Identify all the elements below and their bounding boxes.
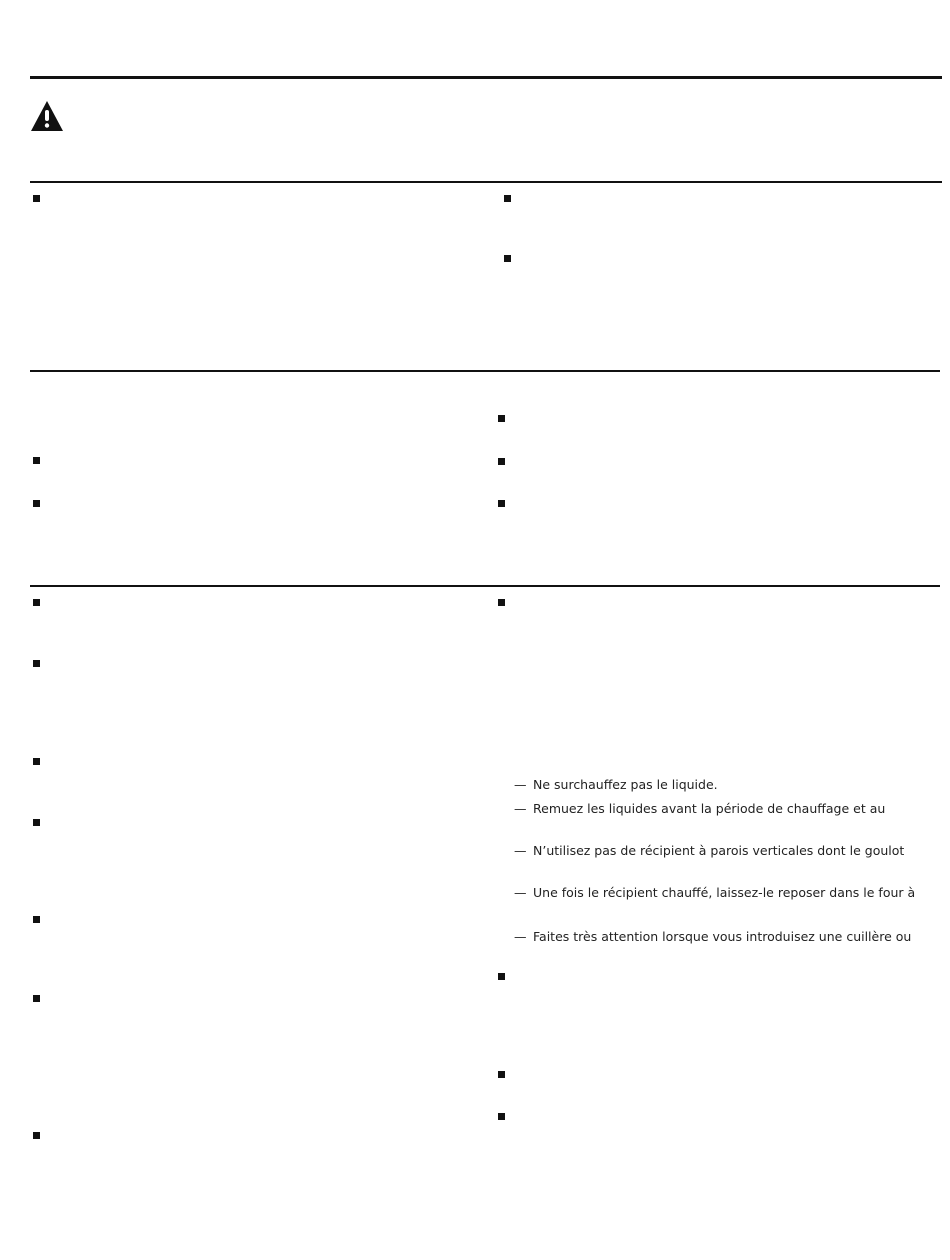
square-bullet-icon <box>498 1113 505 1120</box>
sub-item-3 <box>514 843 904 859</box>
section-divider-1 <box>30 181 942 183</box>
square-bullet-icon <box>33 599 40 606</box>
sub-item-4 <box>514 885 915 901</box>
square-bullet-icon <box>33 758 40 765</box>
square-bullet-icon <box>498 973 505 980</box>
square-bullet-icon <box>33 457 40 464</box>
warning-triangle-icon <box>30 100 64 132</box>
square-bullet-icon <box>33 660 40 667</box>
sub-item-1 <box>514 777 718 793</box>
dash-marker: — <box>514 843 527 858</box>
dash-marker: — <box>514 929 527 944</box>
square-bullet-icon <box>504 195 511 202</box>
square-bullet-icon <box>33 995 40 1002</box>
square-bullet-icon <box>33 500 40 507</box>
dash-marker: — <box>514 885 527 900</box>
sub-item-text: Remuez les liquides avant la période de chauffage et au <box>533 801 886 816</box>
sub-item-text: Une fois le récipient chauffé, laissez-le reposer dans le four à <box>533 885 916 900</box>
square-bullet-icon <box>498 500 505 507</box>
sub-item-2 <box>514 801 885 817</box>
square-bullet-icon <box>498 1071 505 1078</box>
square-bullet-icon <box>498 415 505 422</box>
sub-item-text: N’utilisez pas de récipient à parois verticales dont le goulot <box>533 843 905 858</box>
sub-item-text: Faites très attention lorsque vous introduisez une cuillère ou <box>533 929 912 944</box>
square-bullet-icon <box>498 599 505 606</box>
top-divider <box>30 76 942 79</box>
sub-item-text: Ne surchauffez pas le liquide. <box>533 777 718 792</box>
square-bullet-icon <box>498 458 505 465</box>
square-bullet-icon <box>33 1132 40 1139</box>
dash-marker: — <box>514 777 527 792</box>
square-bullet-icon <box>33 819 40 826</box>
section-divider-3 <box>30 585 940 587</box>
section-divider-2 <box>30 370 940 372</box>
sub-item-5 <box>514 929 911 945</box>
square-bullet-icon <box>33 195 40 202</box>
dash-marker: — <box>514 801 527 816</box>
square-bullet-icon <box>504 255 511 262</box>
square-bullet-icon <box>33 916 40 923</box>
